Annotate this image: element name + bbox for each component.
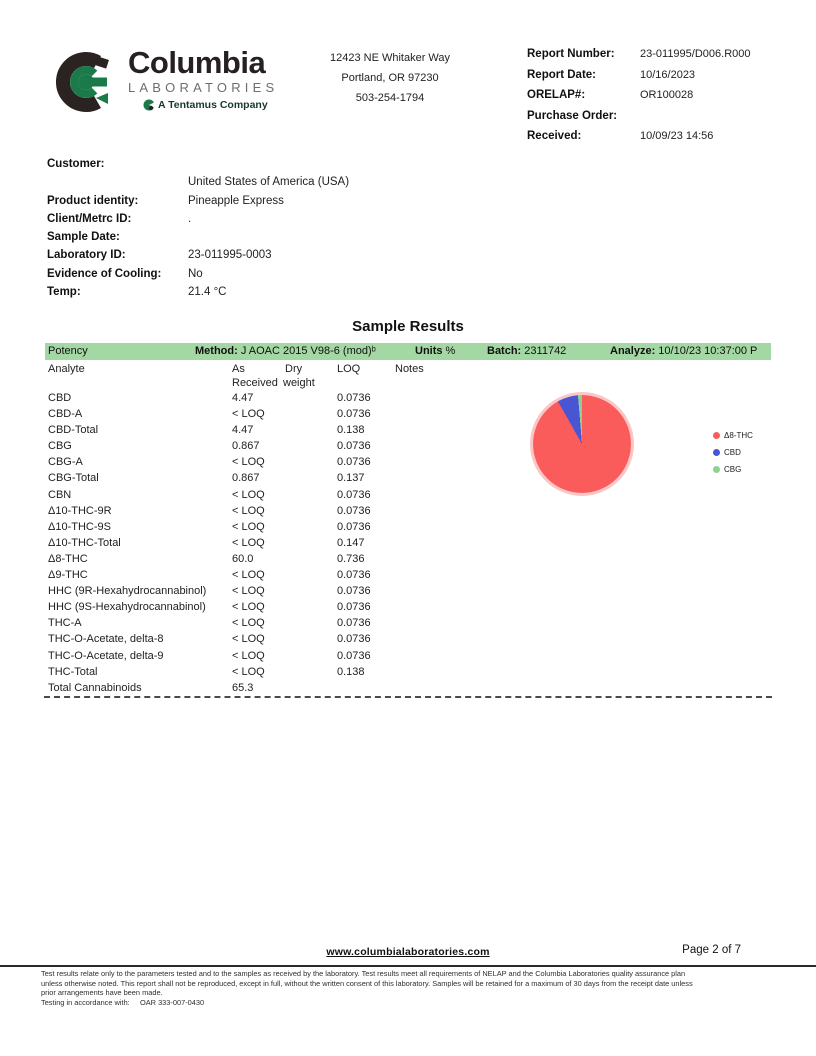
cell-as-received: < LOQ bbox=[232, 504, 265, 517]
brand-subtitle: LABORATORIES bbox=[128, 80, 279, 95]
customer-field-label: Customer: bbox=[47, 158, 105, 170]
report-field-row bbox=[527, 69, 751, 90]
table-row bbox=[48, 553, 768, 569]
table-row bbox=[48, 408, 768, 424]
units-field: Units % bbox=[415, 345, 456, 357]
tagline-text: A Tentamus Company bbox=[158, 99, 268, 111]
disclaimer-text bbox=[41, 969, 786, 1008]
analyze-field: Analyze: 10/10/23 10:37:00 P bbox=[610, 345, 758, 357]
page-number: Page 2 of 7 bbox=[682, 944, 741, 956]
cell-loq: 0.0736 bbox=[337, 601, 371, 614]
disclaimer-line: Testing in accordance with: OAR 333-007-0430 bbox=[41, 998, 205, 1008]
col-notes: Notes bbox=[395, 363, 424, 375]
customer-field-label: Laboratory ID: bbox=[47, 249, 126, 262]
table-row bbox=[48, 537, 768, 553]
tentamus-tagline bbox=[143, 99, 278, 111]
report-field-row bbox=[527, 130, 751, 151]
customer-field-row bbox=[47, 268, 349, 286]
table-row bbox=[48, 424, 768, 440]
col-dry-weight-2: weight bbox=[283, 377, 315, 389]
cell-analyte: CBG bbox=[48, 440, 72, 453]
cell-as-received: 4.47 bbox=[232, 424, 254, 437]
customer-field-row bbox=[47, 213, 349, 231]
customer-field-row bbox=[47, 286, 349, 304]
report-field-label: ORELAP#: bbox=[527, 89, 586, 102]
table-row bbox=[48, 585, 768, 601]
cell-as-received: < LOQ bbox=[232, 536, 265, 549]
cell-analyte: THC-O-Acetate, delta-8 bbox=[48, 633, 164, 646]
cell-as-received: < LOQ bbox=[232, 488, 265, 501]
customer-info-block bbox=[47, 158, 349, 304]
customer-field-value: Pineapple Express bbox=[188, 194, 284, 207]
table-row bbox=[48, 505, 768, 521]
cell-analyte: Δ8-THC bbox=[48, 552, 88, 565]
table-row bbox=[48, 456, 768, 472]
col-dry-weight-1: Dry bbox=[285, 363, 303, 375]
cell-loq: 0.0736 bbox=[337, 617, 371, 630]
cell-loq: 0.138 bbox=[337, 665, 365, 678]
cell-loq: 0.0736 bbox=[337, 585, 371, 598]
potency-table bbox=[48, 392, 768, 698]
report-field-row bbox=[527, 48, 751, 69]
cell-analyte: THC-O-Acetate, delta-9 bbox=[48, 649, 164, 662]
table-row bbox=[48, 666, 768, 682]
cell-as-received: 0.867 bbox=[232, 440, 260, 453]
cell-analyte: Δ10-THC-9R bbox=[48, 504, 112, 517]
cell-analyte: CBG-Total bbox=[48, 472, 99, 485]
legend-label: CBG bbox=[724, 465, 742, 474]
report-field-row bbox=[527, 89, 751, 110]
sample-results-title: Sample Results bbox=[352, 318, 464, 335]
cell-as-received: < LOQ bbox=[232, 520, 265, 533]
website-link[interactable]: www.columbialaboratories.com bbox=[326, 946, 490, 958]
legend-label: CBD bbox=[724, 448, 741, 457]
customer-field-label: Sample Date: bbox=[47, 231, 120, 244]
disclaimer-line: prior arrangements have been made. bbox=[41, 988, 163, 998]
address-line: Portland, OR 97230 bbox=[341, 72, 439, 84]
cell-as-received: 60.0 bbox=[232, 552, 254, 565]
customer-field-label: Evidence of Cooling: bbox=[47, 267, 162, 280]
cell-analyte: THC-A bbox=[48, 617, 82, 630]
cell-analyte: CBG-A bbox=[48, 456, 83, 469]
tentamus-leaf-icon bbox=[143, 99, 155, 111]
cell-as-received: < LOQ bbox=[232, 456, 265, 469]
legend-item bbox=[713, 427, 753, 444]
legend-swatch bbox=[713, 466, 720, 473]
columbia-logo bbox=[50, 46, 278, 118]
cell-loq: 0.0736 bbox=[337, 408, 371, 421]
table-row bbox=[48, 617, 768, 633]
customer-field-value: 23-011995-0003 bbox=[188, 249, 272, 262]
col-loq: LOQ bbox=[337, 363, 361, 375]
pie-legend bbox=[713, 427, 753, 478]
cell-analyte: Total Cannabinoids bbox=[48, 681, 142, 694]
cell-analyte: CBN bbox=[48, 488, 72, 501]
cell-analyte: Δ10-THC-9S bbox=[48, 520, 111, 533]
potency-pie-chart bbox=[533, 395, 631, 493]
address-line: 12423 NE Whitaker Way bbox=[329, 52, 451, 64]
cell-analyte: CBD bbox=[48, 392, 72, 404]
address-line: 503-254-1794 bbox=[355, 92, 425, 104]
report-field-value: 10/09/23 14:56 bbox=[640, 130, 714, 143]
customer-field-row bbox=[47, 195, 349, 213]
table-row bbox=[48, 472, 768, 488]
table-end-divider bbox=[44, 696, 772, 698]
cell-analyte: HHC (9S-Hexahydrocannabinol) bbox=[48, 601, 206, 614]
customer-field-label: Product identity: bbox=[47, 194, 139, 207]
section-name: Potency bbox=[48, 345, 88, 357]
cell-loq: 0.0736 bbox=[337, 520, 371, 533]
customer-field-row bbox=[47, 158, 349, 176]
customer-field-row bbox=[47, 176, 349, 194]
columbia-logo-icon bbox=[50, 46, 122, 118]
col-analyte: Analyte bbox=[48, 363, 85, 375]
cell-analyte: CBD-A bbox=[48, 408, 83, 421]
cell-as-received: 65.3 bbox=[232, 681, 254, 694]
legend-label: Δ8-THC bbox=[724, 431, 753, 440]
report-field-label: Purchase Order: bbox=[527, 109, 618, 122]
table-row bbox=[48, 440, 768, 456]
cell-loq: 0.0736 bbox=[337, 440, 371, 453]
cell-analyte: Δ9-THC bbox=[48, 569, 88, 582]
potency-section-bar bbox=[45, 343, 771, 360]
method-field: Method: J AOAC 2015 V98-6 (mod)ᵇ bbox=[195, 345, 376, 357]
logo-text bbox=[128, 46, 278, 111]
customer-field-value: . bbox=[188, 212, 192, 225]
cell-as-received: < LOQ bbox=[232, 649, 265, 662]
report-field-label: Received: bbox=[527, 130, 582, 143]
cell-loq: 0.0736 bbox=[337, 504, 371, 517]
table-row bbox=[48, 633, 768, 649]
table-row bbox=[48, 569, 768, 585]
cell-analyte: CBD-Total bbox=[48, 424, 99, 437]
cell-analyte: Δ10-THC-Total bbox=[48, 536, 121, 549]
cell-as-received: < LOQ bbox=[232, 601, 265, 614]
legend-item bbox=[713, 461, 753, 478]
brand-name: Columbia bbox=[128, 45, 266, 80]
cell-as-received: < LOQ bbox=[232, 585, 265, 598]
cell-as-received: < LOQ bbox=[232, 408, 265, 421]
cell-loq: 0.0736 bbox=[337, 456, 371, 469]
cell-as-received: 0.867 bbox=[232, 472, 260, 485]
cell-analyte: HHC (9R-Hexahydrocannabinol) bbox=[48, 585, 207, 598]
table-row bbox=[48, 392, 768, 408]
col-as-received-2: Received bbox=[232, 377, 278, 389]
report-field-label: Report Date: bbox=[527, 68, 597, 81]
cell-analyte: THC-Total bbox=[48, 665, 98, 678]
customer-field-value: 21.4 °C bbox=[188, 286, 227, 299]
lab-address bbox=[300, 48, 480, 108]
report-field-value: OR100028 bbox=[640, 89, 694, 102]
cell-as-received: < LOQ bbox=[232, 665, 265, 678]
customer-field-value: No bbox=[188, 267, 203, 280]
cell-loq: 0.138 bbox=[337, 424, 365, 437]
table-row bbox=[48, 650, 768, 666]
cell-loq: 0.0736 bbox=[337, 392, 371, 404]
report-field-label: Report Number: bbox=[527, 48, 615, 60]
col-as-received-1: As bbox=[232, 363, 245, 375]
report-field-row bbox=[527, 110, 751, 131]
cell-loq: 0.0736 bbox=[337, 569, 371, 582]
customer-field-value: United States of America (USA) bbox=[188, 176, 350, 189]
customer-field-label: Temp: bbox=[47, 286, 81, 299]
batch-field: Batch: 2311742 bbox=[487, 345, 567, 357]
cell-loq: 0.736 bbox=[337, 552, 365, 565]
disclaimer-line: unless otherwise noted. This report shall not be reproduced, except in full, without the written consent of this laboratory. Samples will be retained for a maximum of 30 days from the receipt date unless bbox=[41, 978, 693, 988]
legend-swatch bbox=[713, 432, 720, 439]
table-row bbox=[48, 521, 768, 537]
cell-as-received: < LOQ bbox=[232, 617, 265, 630]
legend-swatch bbox=[713, 449, 720, 456]
legend-item bbox=[713, 444, 753, 461]
footer-divider bbox=[0, 965, 816, 967]
report-info-block bbox=[527, 48, 751, 151]
customer-field-label: Client/Metrc ID: bbox=[47, 212, 132, 225]
cell-loq: 0.0736 bbox=[337, 488, 371, 501]
cell-loq: 0.147 bbox=[337, 536, 365, 549]
cell-as-received: < LOQ bbox=[232, 569, 265, 582]
customer-field-row bbox=[47, 249, 349, 267]
table-row bbox=[48, 489, 768, 505]
cell-as-received: < LOQ bbox=[232, 633, 265, 646]
report-field-value: 10/16/2023 bbox=[640, 68, 696, 81]
customer-field-row bbox=[47, 231, 349, 249]
cell-loq: 0.137 bbox=[337, 472, 365, 485]
cell-loq: 0.0736 bbox=[337, 649, 371, 662]
report-field-value: 23-011995/D006.R000 bbox=[640, 48, 751, 60]
table-row bbox=[48, 601, 768, 617]
cell-loq: 0.0736 bbox=[337, 633, 371, 646]
cell-as-received: 4.47 bbox=[232, 392, 254, 404]
disclaimer-line: Test results relate only to the parameters tested and to the samples as received by the laboratory. Test results meet all requirements of NELAP and the Columbia Laboratories quality assurance plan bbox=[41, 969, 686, 978]
